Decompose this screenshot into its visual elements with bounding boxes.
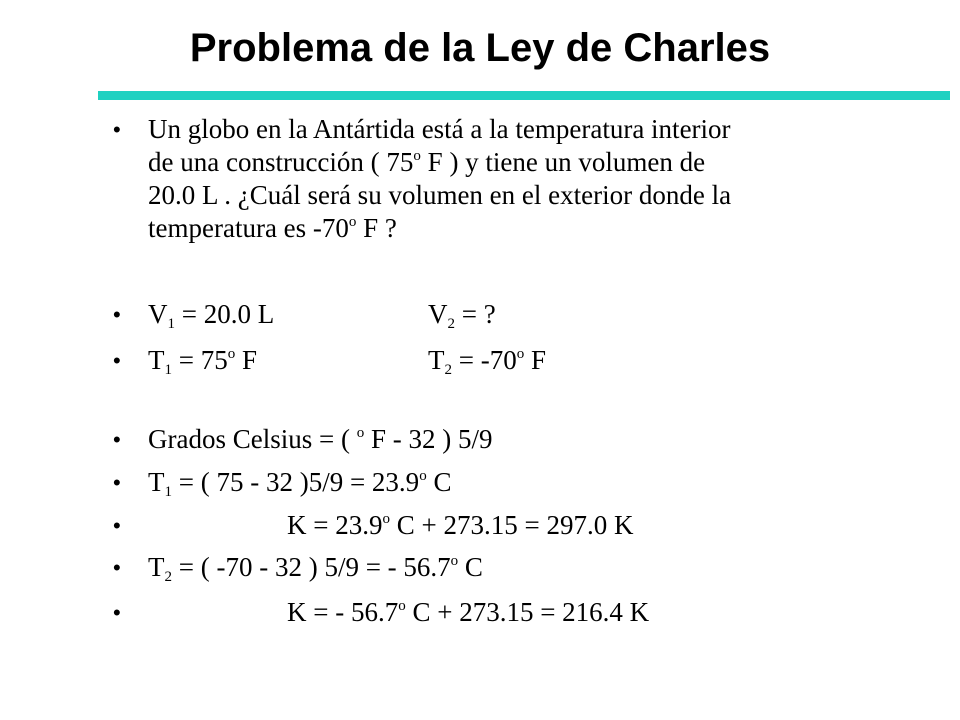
bullet-icon: • [113, 117, 121, 142]
degree-superscript: o [348, 214, 357, 230]
v1-value: $V_1 = 20.0$ L [148, 299, 275, 332]
t2-value: $T_2 = -70^o$ F [428, 345, 546, 378]
problem-text [148, 113, 848, 245]
problem-line: temperatura es -70$^o$ F ? [148, 213, 397, 243]
t1-value: $T_1 = 75^o$ F [148, 345, 258, 378]
slide-title: Problema de la Ley de Charles [189, 26, 771, 70]
bullet-icon: • [113, 302, 121, 327]
title-underline-rule [98, 91, 950, 100]
bullet-icon: • [113, 555, 121, 580]
bullet-icon: • [113, 348, 121, 373]
problem-line: Un globo en la Antártida está a la temperatura interior [148, 114, 731, 144]
k2-conversion-text: K = - 56.7$^o$ C + 273.15 = 216.4 K [287, 597, 650, 627]
bullet-icon: • [113, 470, 121, 495]
problem-line: 20.0 L . ¿Cuál será su volumen en el exterior donde la [148, 180, 732, 210]
bullet-icon: • [113, 427, 121, 452]
bullet-icon: • [113, 600, 121, 625]
t1-conversion-text: $T_1$ = ( 75 - 32 )$5/9 = 23.9^o$ C [148, 467, 452, 500]
bullet-icon: • [113, 513, 121, 538]
problem-line: de una construcción ( 75$^o$ F ) y tiene un volumen de [148, 147, 706, 177]
degree-superscript: o [413, 148, 421, 164]
v2-value: $V_2$ = ? [428, 299, 496, 332]
formula-text: Grados Celsius = ( $^o$ F - 32 ) 5/9 [148, 424, 493, 454]
k1-conversion-text: $K = 23.9^o$ C + 273.15 = 297.0 K [287, 510, 634, 540]
t2-conversion-text: $T_2$ = ( -70 - 32 ) 5/9 = - 56.7$^o$ C [148, 552, 483, 585]
